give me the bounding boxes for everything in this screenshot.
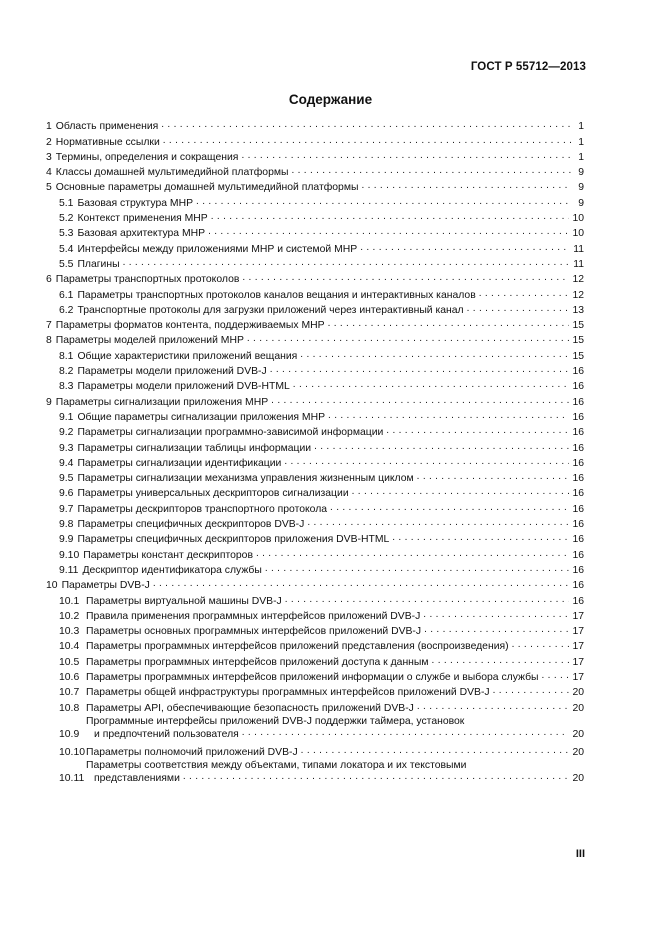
toc-entry-number: 9.2 <box>59 427 74 439</box>
toc-entry-label: Общие параметры сигнализации приложения МНР <box>77 411 326 423</box>
toc-entry-label: Параметры DVB-J <box>61 580 150 592</box>
toc-entry <box>46 133 584 148</box>
toc-entry-label: Контекст применения МНР <box>77 213 208 225</box>
toc-entry-number: 5.3 <box>59 228 74 240</box>
dot-leader <box>352 487 570 498</box>
toc-entry-number: 7 <box>46 320 52 332</box>
toc-entry-label: Параметры транспортных протоколов <box>55 274 240 286</box>
dot-leader <box>386 426 569 437</box>
dot-leader <box>301 746 570 757</box>
dot-leader <box>241 151 571 162</box>
toc-entry-number: 9.1 <box>59 411 74 423</box>
toc-entry-page: 9 <box>578 182 584 194</box>
dot-leader <box>392 533 569 544</box>
toc-entry-page: 11 <box>573 243 584 255</box>
dot-leader <box>479 289 570 300</box>
toc-entry-page: 13 <box>572 304 584 316</box>
toc-entry-number: 9.3 <box>59 442 74 454</box>
toc-entry-page: 16 <box>572 366 584 378</box>
toc-entry <box>46 332 584 347</box>
dot-leader <box>270 365 570 376</box>
toc-entry-label: Параметры соответствия между объектами, типами локатора и их текстовыми <box>86 759 467 771</box>
toc-entry-label: Параметры универсальных дескрипторов сигнализации <box>77 488 349 500</box>
toc-entry-label: Параметры общей инфраструктуры программных интерфейсов приложений DVB-J <box>86 687 490 699</box>
toc-entry <box>46 638 584 653</box>
dot-leader <box>265 564 570 575</box>
toc-entry-page: 17 <box>572 641 584 653</box>
toc-entry-page: 1 <box>578 136 584 148</box>
toc-entry-page: 17 <box>572 656 584 668</box>
toc-entry-page: 12 <box>572 274 584 286</box>
toc-entry-page: 15 <box>572 320 584 332</box>
toc-entry-number: 5.2 <box>59 213 74 225</box>
page-number: III <box>575 848 585 860</box>
toc-entry-label: Параметры полномочий приложений DVB-J <box>86 746 298 758</box>
toc-entry <box>46 715 584 741</box>
toc-entry <box>46 240 584 255</box>
toc-entry-label: Параметры основных программных интерфейсов приложений DVB-J <box>86 626 422 638</box>
toc-entry <box>46 347 584 362</box>
toc-entry-page: 9 <box>578 167 584 179</box>
toc-entry <box>46 256 584 271</box>
toc-entry-number: 5.1 <box>59 197 74 209</box>
toc-entry-page: 20 <box>572 728 584 740</box>
toc-entry-label: Основные параметры домашней мультимедийной платформы <box>55 182 359 194</box>
toc-entry-number: 10.4 <box>59 641 80 653</box>
dot-leader <box>211 212 570 223</box>
toc-entry-label: Базовая структура МНР <box>77 197 194 209</box>
toc-entry-number: 9.9 <box>59 534 74 546</box>
toc-entry-page: 16 <box>572 427 584 439</box>
toc-entry-number: 8.2 <box>59 366 74 378</box>
dot-leader <box>423 610 569 621</box>
toc-entry-label: Плагины <box>77 258 120 270</box>
toc-entry-number: 10.3 <box>59 626 80 638</box>
toc-entry-page: 16 <box>572 595 584 607</box>
toc-entry <box>46 439 584 454</box>
dot-leader <box>361 181 571 192</box>
toc-entry-label: Область применения <box>55 121 159 133</box>
toc-entry-page: 16 <box>572 442 584 454</box>
toc-entry <box>46 194 584 209</box>
dot-leader <box>256 549 569 560</box>
dot-leader <box>123 258 571 269</box>
toc-entry <box>46 500 584 515</box>
dot-leader <box>467 304 570 315</box>
toc-entry-number: 5.5 <box>59 258 74 270</box>
toc-entry <box>46 623 584 638</box>
dot-leader <box>242 728 570 739</box>
toc-entry-page: 17 <box>572 610 584 622</box>
dot-leader <box>417 702 570 713</box>
toc-entry-number: 10 <box>46 580 58 592</box>
toc-entry-number: 5.4 <box>59 243 74 255</box>
toc-entry-number: 9.5 <box>59 473 74 485</box>
toc-entry <box>46 424 584 439</box>
toc-entry-page: 10 <box>572 213 584 225</box>
toc-entry-page: 16 <box>572 381 584 393</box>
dot-leader <box>196 197 571 208</box>
dot-leader <box>330 503 569 514</box>
toc-entry-page: 20 <box>572 702 584 714</box>
toc-entry-page: 17 <box>572 626 584 638</box>
toc-entry-page: 1 <box>578 151 584 163</box>
toc-entry-label: Термины, определения и сокращения <box>55 151 239 163</box>
toc-entry <box>46 363 584 378</box>
toc-entry <box>46 164 584 179</box>
dot-leader <box>328 411 569 422</box>
toc-entry-number: 9.8 <box>59 519 74 531</box>
toc-entry <box>46 271 584 286</box>
toc-entry-label: Параметры констант дескрипторов <box>83 549 253 561</box>
toc-entry <box>46 302 584 317</box>
toc-entry-label: Параметры модели приложений DVB-HTML <box>77 381 290 393</box>
toc-entry-number: 10.6 <box>59 671 80 683</box>
toc-entry-page: 16 <box>572 396 584 408</box>
toc-entry-number: 4 <box>46 167 52 179</box>
toc-entry <box>46 378 584 393</box>
toc-entry-label: Базовая архитектура МНР <box>77 228 206 240</box>
toc-entry-page: 1 <box>578 121 584 133</box>
toc-entry <box>46 393 584 408</box>
toc-entry <box>46 409 584 424</box>
toc-entry-label: Параметры дескрипторов транспортного протокола <box>77 503 328 515</box>
toc-entry-number: 9 <box>46 396 52 408</box>
toc-entry-number: 10.10 <box>59 746 86 758</box>
toc-entry-label: Параметры сигнализации идентификации <box>77 457 282 469</box>
toc-entry-number: 10.2 <box>59 610 80 622</box>
toc-entry-label: Параметры модели приложений DVB-J <box>77 366 267 378</box>
toc-entry-page: 12 <box>572 289 584 301</box>
toc-entry-page: 16 <box>572 549 584 561</box>
dot-leader <box>161 120 571 131</box>
toc-entry <box>46 653 584 668</box>
toc-entry <box>46 669 584 684</box>
toc-entry <box>46 546 584 561</box>
toc-entry <box>46 225 584 240</box>
toc-entry-page: 10 <box>572 228 584 240</box>
toc-entry-label-continued: и предпочтений пользователя <box>94 728 239 740</box>
dot-leader <box>247 334 570 345</box>
toc-entry <box>46 179 584 194</box>
dot-leader <box>360 243 570 254</box>
toc-entry-page: 11 <box>573 258 584 270</box>
toc-entry-number: 5 <box>46 182 52 194</box>
toc-entry-page: 20 <box>572 746 584 758</box>
toc-entry <box>46 577 584 592</box>
toc-entry <box>46 744 584 759</box>
toc-entry-number: 8 <box>46 335 52 347</box>
toc-entry-label: Общие характеристики приложений вещания <box>77 350 298 362</box>
toc-entry-number: 8.3 <box>59 381 74 393</box>
toc-entry <box>46 286 584 301</box>
page-title: Содержание <box>288 92 373 107</box>
toc-entry-label: Параметры API, обеспечивающие безопасность приложений DVB-J <box>86 702 414 714</box>
toc-entry <box>46 592 584 607</box>
toc-entry <box>46 562 584 577</box>
toc-entry-number: 2 <box>46 136 52 148</box>
toc-entry-page: 17 <box>572 671 584 683</box>
toc-entry-label: Дескриптор идентификатора службы <box>82 564 262 576</box>
toc-entry-page: 15 <box>572 335 584 347</box>
toc-entry <box>46 759 584 785</box>
dot-leader <box>307 518 569 529</box>
toc-entry-page: 16 <box>572 457 584 469</box>
toc-entry-number: 6 <box>46 274 52 286</box>
toc-entry-label: Параметры сигнализации приложения МНР <box>55 396 269 408</box>
toc-entry-label: Правила применения программных интерфейсов приложений DVB-J <box>86 610 421 622</box>
toc-entry-label: Параметры моделей приложений МНР <box>55 335 244 347</box>
toc-entry-page: 15 <box>572 350 584 362</box>
dot-leader <box>208 227 569 238</box>
toc-entry <box>46 149 584 164</box>
toc-entry <box>46 699 584 714</box>
toc-entry <box>46 455 584 470</box>
toc-entry-page: 16 <box>572 473 584 485</box>
toc-entry <box>46 684 584 699</box>
toc-entry-page: 16 <box>572 564 584 576</box>
toc-entry <box>46 485 584 500</box>
dot-leader <box>424 625 569 636</box>
toc-entry <box>46 531 584 546</box>
toc-entry-page: 16 <box>572 519 584 531</box>
dot-leader <box>163 136 571 147</box>
toc-entry-label: Параметры форматов контента, поддерживаемых МНР <box>55 320 325 332</box>
toc-entry-label: Программные интерфейсы приложений DVB-J поддержки таймера, установок <box>86 715 465 727</box>
toc-entry <box>46 118 584 133</box>
dot-leader <box>542 671 570 682</box>
toc-entry-number: 9.10 <box>59 549 80 561</box>
toc-entry-number: 10.9 <box>59 728 80 740</box>
toc-entry-label: Параметры транспортных протоколов каналов вещания и интерактивных каналов <box>77 289 476 301</box>
dot-leader <box>417 472 570 483</box>
toc-entry-page: 16 <box>572 488 584 500</box>
toc-entry-number: 6.1 <box>59 289 74 301</box>
toc-entry-number: 10.5 <box>59 656 80 668</box>
dot-leader <box>284 457 569 468</box>
toc-entry-page: 16 <box>572 411 584 423</box>
toc-entry-label: Параметры сигнализации таблицы информации <box>77 442 312 454</box>
toc-entry <box>46 470 584 485</box>
toc-entry-label-continued: представлениями <box>94 772 180 784</box>
toc-entry-label: Транспортные протоколы для загрузки приложений через интерактивный канал <box>77 304 464 316</box>
dot-leader <box>432 656 570 667</box>
dot-leader <box>285 595 570 606</box>
toc-entry-number: 10.11 <box>59 772 85 784</box>
dot-leader <box>153 579 570 590</box>
toc-entry-number: 1 <box>46 121 52 133</box>
toc-entry <box>46 210 584 225</box>
toc-entry-number: 8.1 <box>59 350 74 362</box>
document-standard-number: ГОСТ Р 55712—2013 <box>470 61 586 73</box>
toc-entry <box>46 608 584 623</box>
toc-entry-label: Параметры специфичных дескрипторов приложения DVB-HTML <box>77 534 390 546</box>
toc-entry-page: 9 <box>578 197 584 209</box>
toc-entry-number: 9.7 <box>59 503 74 515</box>
dot-leader <box>183 772 570 783</box>
dot-leader <box>328 319 570 330</box>
toc-entry-page: 16 <box>572 580 584 592</box>
toc-entry-page: 20 <box>572 772 584 784</box>
dot-leader <box>271 396 569 407</box>
toc-entry-number: 3 <box>46 151 52 163</box>
toc-entry-label: Параметры виртуальной машины DVB-J <box>86 595 282 607</box>
toc-entry-label: Параметры специфичных дескрипторов DVB-J <box>77 519 305 531</box>
toc-entry-number: 9.4 <box>59 457 74 469</box>
toc-entry-label: Параметры программных интерфейсов приложений представления (воспроизведения) <box>86 641 509 653</box>
toc-entry-page: 16 <box>572 503 584 515</box>
toc-entry-number: 6.2 <box>59 304 74 316</box>
dot-leader <box>314 442 569 453</box>
toc-entry <box>46 516 584 531</box>
table-of-contents <box>46 118 584 788</box>
toc-entry-number: 10.7 <box>59 687 80 699</box>
dot-leader <box>300 350 569 361</box>
dot-leader <box>493 686 570 697</box>
dot-leader <box>293 380 570 391</box>
toc-entry-label: Параметры программных интерфейсов приложений информации о службе и выбора службы <box>86 671 539 683</box>
toc-entry-number: 10.8 <box>59 702 80 714</box>
dot-leader <box>242 273 569 284</box>
toc-entry-label: Параметры программных интерфейсов приложений доступа к данным <box>86 656 429 668</box>
toc-entry-label: Интерфейсы между приложениями МНР и системой МНР <box>77 243 358 255</box>
toc-entry-number: 9.11 <box>59 564 79 576</box>
toc-entry-label: Параметры сигнализации программно-зависимой информации <box>77 427 384 439</box>
toc-entry-number: 9.6 <box>59 488 74 500</box>
toc-entry-label: Параметры сигнализации механизма управления жизненным циклом <box>77 473 414 485</box>
toc-entry-label: Классы домашней мультимедийной платформы <box>55 167 289 179</box>
toc-entry-page: 20 <box>572 687 584 699</box>
toc-entry <box>46 317 584 332</box>
dot-leader <box>291 166 571 177</box>
toc-entry-label: Нормативные ссылки <box>55 136 160 148</box>
toc-entry-page: 16 <box>572 534 584 546</box>
toc-entry-number: 10.1 <box>59 595 80 607</box>
dot-leader <box>512 640 570 651</box>
